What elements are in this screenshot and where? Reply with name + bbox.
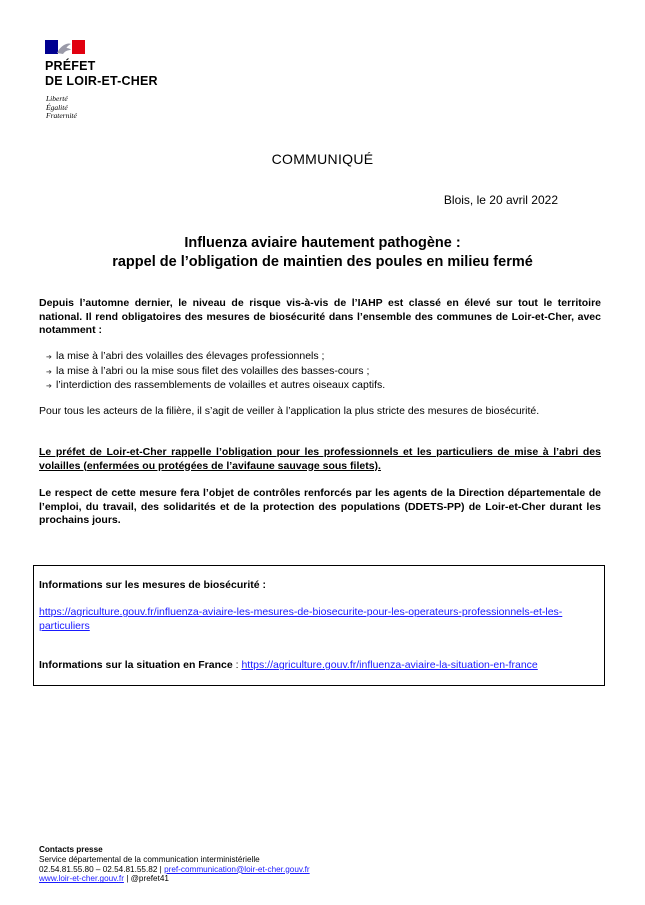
arrow-bullet-icon: ➔ <box>46 368 52 376</box>
list-item-text: la mise à l’abri des volailles des élevages professionnels ; <box>56 350 325 362</box>
situation-label: Informations sur la situation en France <box>39 659 233 671</box>
measures-list <box>46 350 601 394</box>
info-box-heading: Informations sur les mesures de biosécurité : <box>39 579 266 591</box>
contacts-web <box>39 874 310 884</box>
marianne-logo-icon <box>45 40 85 54</box>
list-item-text: la mise à l’abri ou la mise sous filet des volailles des basses-cours ; <box>56 364 370 377</box>
biosecurity-link[interactable]: https://agriculture.gouv.fr/influenza-aviaire-les-mesures-de-biosecurite-pour-les-operateurs-professionnels-et-les-particuliers <box>39 606 563 632</box>
contacts-website-link[interactable]: www.loir-et-cher.gouv.fr <box>39 874 124 884</box>
info-box <box>33 565 605 686</box>
list-item <box>46 350 601 365</box>
control-paragraph: Le respect de cette mesure fera l’objet de contrôles renforcés par les agents de la Direction départementale de l’emploi, du travail, des solidarités et de la protection des populations (DDETS-PP) de Loir-et-Cher durant les prochains jours. <box>39 487 601 526</box>
arrow-bullet-icon: ➔ <box>46 354 52 361</box>
contacts-phones: 02.54.81.55.80 – 02.54.81.55.82 <box>39 864 158 874</box>
contacts-label: Contacts presse <box>39 845 103 854</box>
authority-line-2: DE LOIR-ET-CHER <box>45 74 158 88</box>
title-line-1: Influenza aviaire hautement pathogène : <box>184 235 461 251</box>
contacts-service: Service départemental de la communication interministérielle <box>39 854 260 864</box>
biosecurity-link-container <box>39 606 599 633</box>
motto-egalite: Égalité <box>46 102 68 112</box>
motto-liberte: Liberté <box>46 94 68 103</box>
republic-motto <box>46 95 77 121</box>
reminder-paragraph: Le préfet de Loir-et-Cher rappelle l’obligation pour les professionnels et les particuliers de mise à l’abri des volailles (enfermées ou protégées de l’avifaune sauvage sous filets). <box>39 446 601 472</box>
contacts-phone-email <box>39 865 310 875</box>
authority-name <box>45 59 158 89</box>
contacts-email-link[interactable]: pref-communication@loir-et-cher.gouv.fr <box>164 864 310 874</box>
list-item-text: l’interdiction des rassemblements de volailles et autres oiseaux captifs. <box>56 379 386 391</box>
authority-line-1: PRÉFET <box>45 59 96 73</box>
page-title <box>0 234 645 272</box>
list-item <box>46 379 601 394</box>
date-line: Blois, le 20 avril 2022 <box>443 193 558 207</box>
contacts-twitter: @prefet41 <box>130 874 169 884</box>
intro-paragraph: Depuis l’automne dernier, le niveau de risque vis-à-vis de l’IAHP est classé en élevé sur tout le territoire national. Il rend obligatoires des mesures de biosécurité dans l’ensemble des communes de Loir-et-Cher, avec notamment : <box>39 297 601 336</box>
list-item <box>46 365 601 380</box>
actors-paragraph: Pour tous les acteurs de la filière, il s’agit de veiller à l’application la plus stricte des mesures de biosécurité. <box>39 405 540 417</box>
contacts-separator: | <box>123 874 131 884</box>
situation-line <box>39 659 599 673</box>
contacts-separator: | <box>157 864 165 874</box>
document-type: COMMUNIQUÉ <box>271 151 374 167</box>
press-contacts <box>39 845 310 884</box>
situation-link[interactable]: https://agriculture.gouv.fr/influenza-aviaire-la-situation-en-france <box>241 659 538 671</box>
arrow-bullet-icon: ➔ <box>46 383 52 390</box>
motto-fraternite: Fraternité <box>46 111 77 120</box>
situation-separator: : <box>232 659 242 671</box>
title-line-2: rappel de l’obligation de maintien des poules en milieu fermé <box>112 254 533 270</box>
